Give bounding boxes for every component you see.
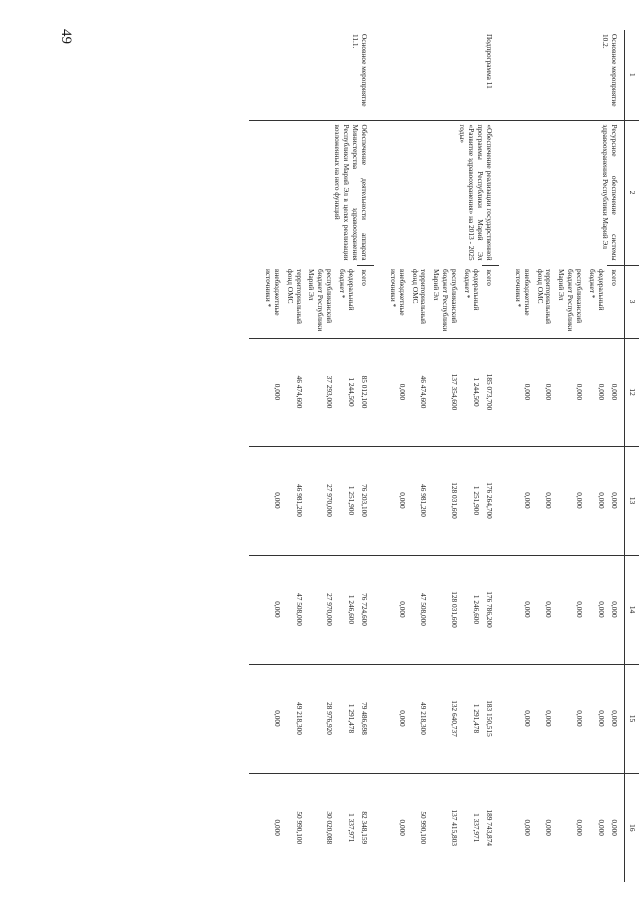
- funding-source-cell: территориальный фонд ОМС: [535, 269, 554, 324]
- amount-cell: 0,000: [499, 338, 533, 446]
- amount-cell: 0,000: [533, 664, 555, 773]
- amount-cell: 0,000: [374, 773, 408, 882]
- header-cell: 2: [624, 120, 639, 265]
- amount-cell: 0,000: [499, 664, 533, 773]
- amount-cell: 49 218,300: [408, 664, 430, 773]
- amount-cell: 0,000: [249, 338, 283, 446]
- amount-cell: 37 293,000: [305, 338, 336, 446]
- amount-cell: 0,000: [585, 446, 607, 555]
- amount-cell: 46 981,200: [283, 446, 305, 555]
- header-cell: 1: [624, 30, 639, 120]
- funding-source-cell: республиканский бюджет Республики Марий Эл: [432, 269, 460, 332]
- item-code-cell: Основное мероприятие 10.2.: [600, 34, 619, 107]
- amount-cell: 30 020,088: [305, 773, 336, 882]
- amount-cell: 128 031,600: [430, 446, 461, 555]
- amount-cell: 0,000: [533, 446, 555, 555]
- funding-source-cell: республиканский бюджет Республики Марий Эл: [557, 269, 585, 332]
- amount-cell: 0,000: [249, 446, 283, 555]
- funding-source-cell: территориальный фонд ОМС: [410, 269, 429, 324]
- header-row: [624, 30, 639, 882]
- amount-cell: 50 990,100: [283, 773, 305, 882]
- amount-cell: 0,000: [499, 773, 533, 882]
- amount-cell: 0,000: [249, 664, 283, 773]
- funding-source-cell: территориальный фонд ОМС: [285, 269, 304, 324]
- amount-cell: 50 990,100: [408, 773, 430, 882]
- amount-cell: 1 251,900: [335, 446, 357, 555]
- table-row: [357, 30, 374, 882]
- funding-source-cell: республиканский бюджет Республики Марий Эл: [307, 269, 335, 332]
- budget-table: [249, 30, 639, 882]
- table-row: [607, 30, 624, 882]
- header-cell: 12: [624, 338, 639, 446]
- header-cell: 3: [624, 265, 639, 338]
- amount-cell: 85 012,100: [357, 338, 374, 446]
- amount-cell: 1 246,600: [460, 555, 482, 664]
- amount-cell: 1 244,500: [460, 338, 482, 446]
- amount-cell: 1 246,600: [335, 555, 357, 664]
- header-cell: 16: [624, 773, 639, 882]
- funding-source-cell: федеральный бюджет *: [463, 269, 481, 311]
- amount-cell: 1 291,478: [460, 664, 482, 773]
- amount-cell: 0,000: [554, 664, 585, 773]
- funding-source-cell: внебюджетные источники *: [513, 269, 532, 316]
- amount-cell: 176 264,700: [482, 446, 499, 555]
- header-cell: 14: [624, 555, 639, 664]
- amount-cell: 185 073,700: [482, 338, 499, 446]
- item-name-cell: «Обеспечение реализации государственной программы Республики Марий Эл «Развитие здравоохранения» на 2013 - 2025 годы»: [374, 120, 499, 265]
- amount-cell: 0,000: [374, 555, 408, 664]
- amount-cell: 0,000: [607, 446, 624, 555]
- amount-cell: 0,000: [249, 773, 283, 882]
- amount-cell: 47 508,000: [408, 555, 430, 664]
- amount-cell: 0,000: [585, 773, 607, 882]
- amount-cell: 0,000: [607, 338, 624, 446]
- amount-cell: 82 348,159: [357, 773, 374, 882]
- funding-source-cell: федеральный бюджет *: [338, 269, 357, 311]
- funding-source-cell: всего: [607, 265, 624, 338]
- funding-source-cell: всего: [357, 265, 374, 338]
- amount-cell: 46 981,200: [408, 446, 430, 555]
- funding-source-cell: внебюджетные источники *: [388, 269, 407, 316]
- header-cell: 13: [624, 446, 639, 555]
- amount-cell: 49 218,300: [283, 664, 305, 773]
- amount-cell: 0,000: [607, 773, 624, 882]
- amount-cell: 0,000: [554, 446, 585, 555]
- funding-source-cell: внебюджетные источники *: [263, 269, 282, 316]
- amount-cell: 79 486,698: [357, 664, 374, 773]
- amount-cell: 1 291,478: [335, 664, 357, 773]
- amount-cell: 0,000: [499, 555, 533, 664]
- amount-cell: 46 474,600: [283, 338, 305, 446]
- amount-cell: 0,000: [374, 664, 408, 773]
- item-code-cell: Основное мероприятие 11.1.: [351, 34, 369, 107]
- amount-cell: 128 031,600: [430, 555, 461, 664]
- amount-cell: 0,000: [585, 555, 607, 664]
- amount-cell: 0,000: [585, 338, 607, 446]
- amount-cell: 0,000: [607, 664, 624, 773]
- amount-cell: 0,000: [554, 338, 585, 446]
- amount-cell: 137 415,803: [430, 773, 461, 882]
- amount-cell: 1 244,500: [335, 338, 357, 446]
- amount-cell: 0,000: [374, 446, 408, 555]
- amount-cell: 0,000: [249, 555, 283, 664]
- page-number: 49: [58, 29, 74, 44]
- table-row: [482, 30, 499, 882]
- header-cell: 15: [624, 664, 639, 773]
- rotated-table-stage: [121, 30, 639, 882]
- amount-cell: 132 640,737: [430, 664, 461, 773]
- item-code-cell: Подпрограмма 11: [484, 34, 494, 89]
- item-name-cell: Обеспечение деятельности аппарата Министерства здравоохранения Республики Марий Эл в целях реализации возложенных на него функций: [249, 120, 374, 265]
- amount-cell: 176 786,200: [482, 555, 499, 664]
- amount-cell: 47 508,000: [283, 555, 305, 664]
- item-name-cell: Ресурсное обеспечение системы здравоохранения Республики Марий Эл: [499, 120, 624, 265]
- amount-cell: 0,000: [585, 664, 607, 773]
- amount-cell: 1 337,971: [335, 773, 357, 882]
- amount-cell: 27 970,000: [305, 446, 336, 555]
- amount-cell: 28 976,920: [305, 664, 336, 773]
- funding-source-cell: всего: [482, 265, 499, 338]
- amount-cell: 76 203,100: [357, 446, 374, 555]
- amount-cell: 0,000: [533, 773, 555, 882]
- amount-cell: 0,000: [554, 773, 585, 882]
- amount-cell: 137 354,600: [430, 338, 461, 446]
- amount-cell: 0,000: [533, 338, 555, 446]
- table-body: [249, 30, 639, 882]
- amount-cell: 27 970,000: [305, 555, 336, 664]
- amount-cell: 0,000: [554, 555, 585, 664]
- amount-cell: 76 724,600: [357, 555, 374, 664]
- amount-cell: 0,000: [533, 555, 555, 664]
- funding-source-cell: федеральный бюджет *: [587, 269, 606, 311]
- amount-cell: 0,000: [499, 446, 533, 555]
- amount-cell: 1 251,900: [460, 446, 482, 555]
- amount-cell: 1 337,971: [460, 773, 482, 882]
- amount-cell: 183 150,515: [482, 664, 499, 773]
- amount-cell: 0,000: [374, 338, 408, 446]
- amount-cell: 46 474,600: [408, 338, 430, 446]
- amount-cell: 189 743,874: [482, 773, 499, 882]
- amount-cell: 0,000: [607, 555, 624, 664]
